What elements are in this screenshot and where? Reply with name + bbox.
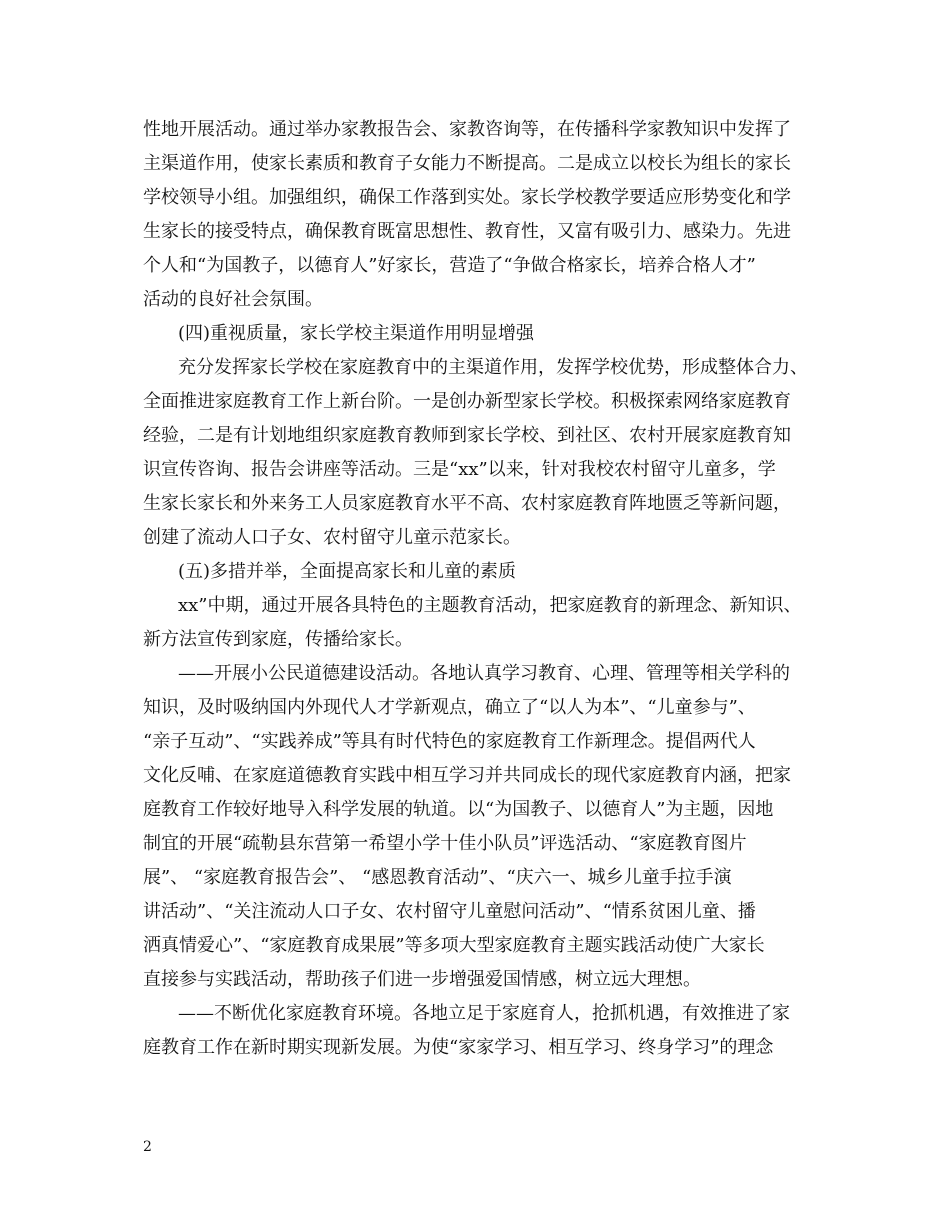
body-text-line: 创建了流动人口子女、农村留守儿童示范家长。 (143, 527, 521, 548)
body-text-line: 庭教育工作较好地导入科学发展的轨道。以“为国教子、以德育人”为主题，因地 (143, 799, 774, 820)
body-text-line: 活动的良好社会氛围。 (143, 289, 323, 310)
body-text-line: xx”中期，通过开展各具特色的主题教育活动，把家庭教育的新理念、新知识、 (178, 595, 802, 616)
body-text-line: 讲活动”、“关注流动人口子女、农村留守儿童慰问活动”、“情系贫困儿童、播 (143, 901, 756, 922)
body-text-line: 直接参与实践活动，帮助孩子们进一步增强爱国情感，树立远大理想。 (143, 969, 701, 990)
body-text-line: 识宣传咨询、报告会讲座等活动。三是“xx”以来，针对我校农村留守儿童多，学 (143, 459, 776, 480)
body-text-line: 充分发挥家长学校在家庭教育中的主渠道作用，发挥学校优势，形成整体合力、 (178, 357, 808, 378)
body-text-line: 展”、 “家庭教育报告会”、 “感恩教育活动”、“庆六一、城乡儿童手拉手演 (143, 867, 732, 888)
page-number: 2 (143, 1139, 152, 1155)
body-text-line: ——开展小公民道德建设活动。各地认真学习教育、心理、管理等相关学科的 (178, 663, 790, 684)
body-text-line: ——不断优化家庭教育环境。各地立足于家庭育人，抢抓机遇，有效推进了家 (178, 1003, 790, 1024)
body-text-line: 性地开展活动。通过举办家教报告会、家教咨询等，在传播科学家教知识中发挥了 (143, 119, 791, 140)
body-text-line: 新方法宣传到家庭，传播给家长。 (143, 629, 413, 650)
body-text-line: 主渠道作用，使家长素质和教育子女能力不断提高。二是成立以校长为组长的家长 (143, 153, 791, 174)
body-text-line: “亲子互动”、“实践养成”等具有时代特色的家庭教育工作新理念。提倡两代人 (143, 731, 756, 752)
section-heading-5: (五)多措并举，全面提高家长和儿童的素质 (178, 561, 517, 582)
body-text-line: 洒真情爱心”、“家庭教育成果展”等多项大型家庭教育主题实践活动使广大家长 (143, 935, 765, 956)
body-text-line: 经验，二是有计划地组织家庭教育教师到家长学校、到社区、农村开展家庭教育知 (143, 425, 791, 446)
body-text-line: 庭教育工作在新时期实现新发展。为使“家家学习、相互学习、终身学习”的理念 (143, 1037, 774, 1058)
body-text-line: 文化反哺、在家庭道德教育实践中相互学习并共同成长的现代家庭教育内涵，把家 (143, 765, 791, 786)
body-text-line: 个人和“为国教子，以德育人”好家长，营造了“争做合格家长，培养合格人才” (143, 255, 756, 276)
body-text-line: 制宜的开展“疏勒县东营第一希望小学十佳小队员”评选活动、“家庭教育图片 (143, 833, 747, 854)
body-text-line: 知识，及时吸纳国内外现代人才学新观点，确立了“以人为本”、“儿童参与”、 (143, 697, 756, 718)
body-text-line: 生家长家长和外来务工人员家庭教育水平不高、农村家庭教育阵地匮乏等新问题， (143, 493, 791, 514)
body-text-line: 生家长的接受特点，确保教育既富思想性、教育性，又富有吸引力、感染力。先进 (143, 221, 791, 242)
body-text-line: 全面推进家庭教育工作上新台阶。一是创办新型家长学校。积极探索网络家庭教育 (143, 391, 791, 412)
section-heading-4: (四)重视质量，家长学校主渠道作用明显增强 (178, 323, 535, 344)
body-text-line: 学校领导小组。加强组织，确保工作落到实处。家长学校教学要适应形势变化和学 (143, 187, 791, 208)
